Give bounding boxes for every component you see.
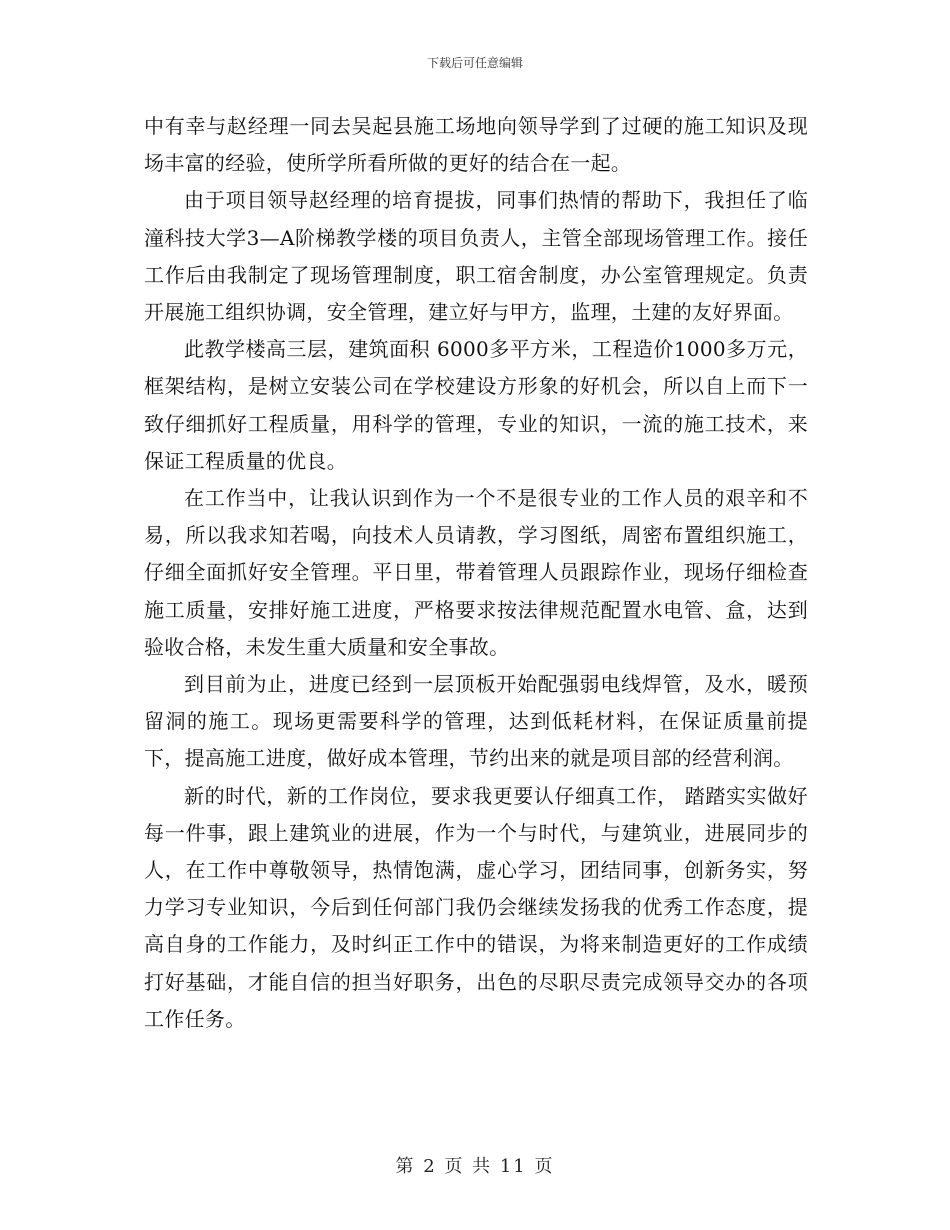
paragraph-progress: 到目前为止，进度已经到一层顶板开始配强弱电线焊管，及水，暖预留洞的施工。现场更需要科学的管理，达到低耗材料，在保证质量前提下，提高施工进度，做好成本管理，节约出来的就是项目部的经营利润。 [144,672,808,771]
document-body [144,108,808,1038]
paragraph-continuation: 中有幸与赵经理一同去吴起县施工场地向领导学到了过硬的施工知识及现场丰富的经验，使所学所看所做的更好的结合在一起。 [144,114,808,176]
page-header: 下载后可任意编辑 [426,56,523,70]
paragraph-conclusion: 新的时代，新的工作岗位，要求我更要认仔细真工作， 踏踏实实做好每一件事，跟上建筑业的进展，作为一个与时代，与建筑业，进展同步的人，在工作中尊敬领导，热情饱满，虚心学习，团结同事，创新务实，努力学习专业知识，今后到任何部门我仍会继续发扬我的优秀工作态度，提高自身的工作能力，及时纠正工作中的错误，为将来制造更好的工作成绩打好基础，才能自信的担当好职务，出色的尽职尽责完成领导交办的各项工作任务。 [144,783,808,1031]
paragraph-work-experience: 在工作当中，让我认识到作为一个不是很专业的工作人员的艰辛和不易，所以我求知若喝，向技术人员请教，学习图纸，周密布置组织施工，仔细全面抓好安全管理。平日里，带着管理人员跟踪作业，现场仔细检查施工质量，安排好施工进度，严格要求按法律规范配置水电管、盒，达到验收合格，未发生重大质量和安全事故。 [144,486,808,659]
paragraph-building-info: 此教学楼高三层，建筑面积 6000多平方米，工程造价1000多万元， 框架结构，是树立安装公司在学校建设方形象的好机会，所以自上而下一致仔细抓好工程质量，用科学的管理，专业的知识，一流的施工技术，来保证工程质量的优良。 [144,337,808,473]
page-footer: 第 2 页 共 11 页 [395,1156,555,1177]
paragraph-project-role: 由于项目领导赵经理的培育提拔，同事们热情的帮助下，我担任了临潼科技大学3—A阶梯教学楼的项目负责人，主管全部现场管理工作。接任工作后由我制定了现场管理制度，职工宿舍制度，办公室管理规定。负责开展施工组织协调，安全管理，建立好与甲方，监理，土建的友好界面。 [144,188,808,325]
